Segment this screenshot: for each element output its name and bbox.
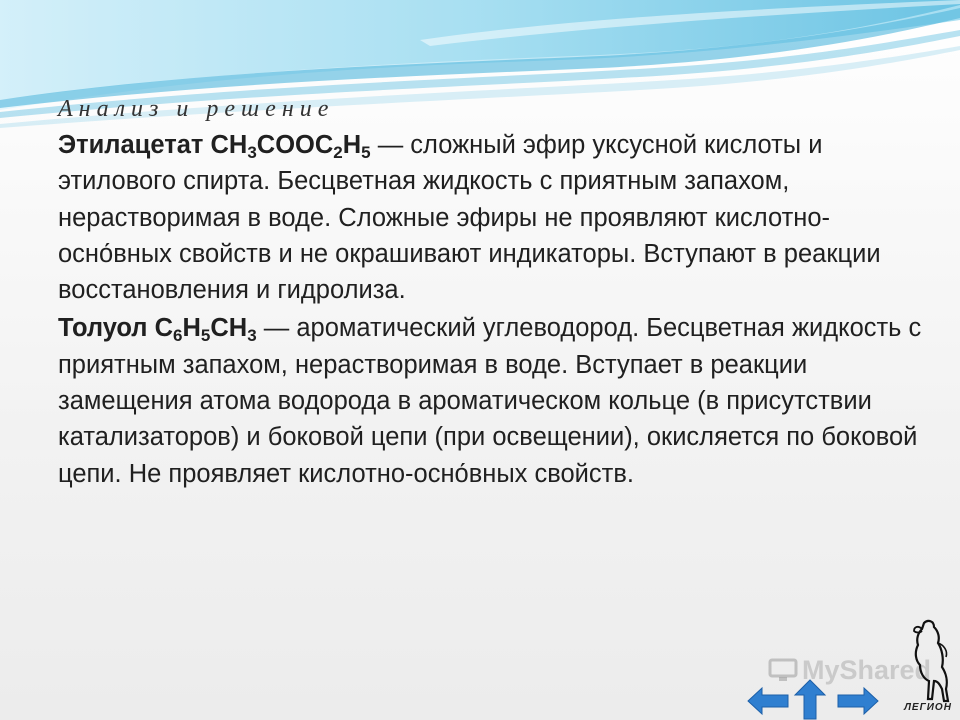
formula-subscript: 3 bbox=[247, 326, 257, 346]
paragraph-toluene bbox=[58, 310, 938, 491]
arrow-left-icon[interactable] bbox=[746, 684, 792, 718]
formula-part: H bbox=[342, 131, 362, 159]
formula-subscript: 5 bbox=[200, 326, 211, 346]
arrow-right-icon[interactable] bbox=[834, 684, 880, 718]
slide-content bbox=[58, 95, 938, 492]
watermark-text: MyShared bbox=[802, 655, 932, 685]
formula-ethyl-acetate bbox=[210, 131, 371, 162]
formula-part: CH bbox=[210, 131, 248, 159]
slide-heading: Анализ и решение bbox=[58, 96, 335, 122]
arrow-up-icon[interactable] bbox=[792, 678, 828, 720]
formula-subscript: 6 bbox=[172, 326, 183, 346]
term-toluene-label: Толуол bbox=[58, 314, 148, 343]
formula-subscript: 5 bbox=[361, 143, 371, 162]
term-ethyl-acetate bbox=[58, 131, 371, 162]
term-toluene bbox=[58, 314, 257, 346]
paragraph-ethyl-acetate-text: — сложный эфир уксусной кислоты и этилового спирта. Бесцветная жидкость с приятным запахом, нерастворимая в воде. Сложные эфиры не проявляют кислотно-осно́вных свойств и не окрашивают индикаторы. Вступают в реакции восстановления и гидролиза. bbox=[58, 131, 881, 305]
formula-part: H bbox=[182, 314, 201, 343]
formula-subscript: 3 bbox=[247, 143, 257, 162]
logo-text: ЛЕГИОН bbox=[904, 702, 952, 713]
formula-part: CH bbox=[210, 314, 248, 343]
formula-part: C bbox=[154, 314, 173, 343]
formula-subscript: 2 bbox=[333, 143, 343, 162]
paragraph-ethyl-acetate bbox=[58, 127, 938, 308]
term-ethyl-acetate-label: Этилацетат bbox=[58, 131, 204, 159]
formula-toluene bbox=[154, 314, 257, 346]
paragraph-toluene-text: — ароматический углеводород. Бесцветная жидкость с приятным запахом, нерастворимая в воде. Вступает в реакции замещения атома водорода в ароматическом кольце (в присутствии катализаторов) и боковой цепи (при освещении), окисляется по боковой цепи. Не проявляет кислотно-осно́вных свойств. bbox=[58, 314, 922, 488]
formula-part: COOC bbox=[256, 131, 334, 159]
